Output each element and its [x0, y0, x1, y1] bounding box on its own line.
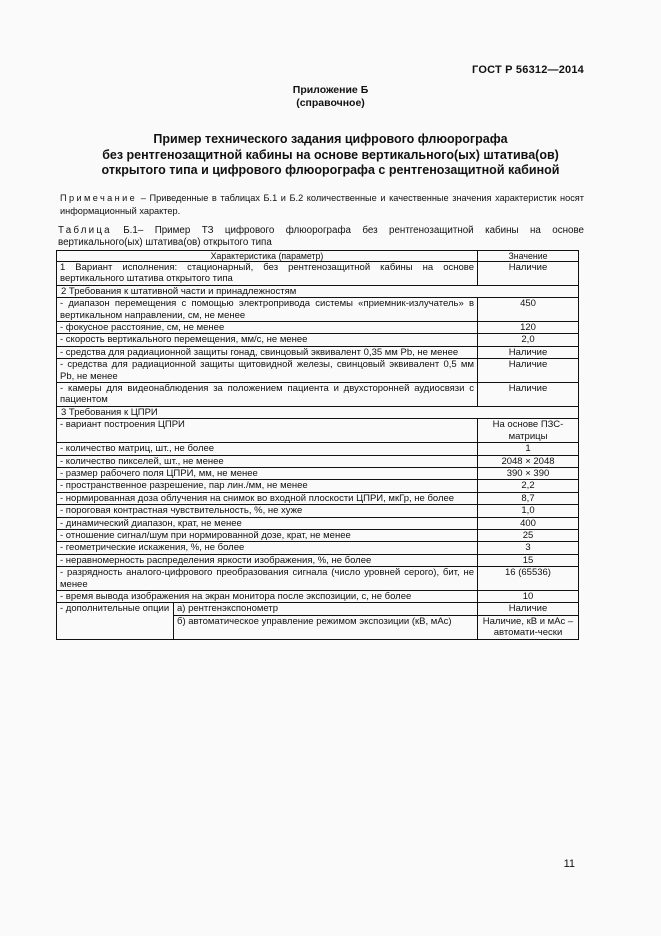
table-body	[57, 262, 579, 640]
table-caption-text: Б.1– Пример ТЗ цифрового флюорографа без рентгенозащитной кабины на основе вертикального(ых) штатива(ов) открытого типа	[58, 225, 584, 248]
table-row	[57, 529, 579, 541]
table-row	[57, 554, 579, 566]
table-section-row	[57, 285, 579, 297]
document-title	[50, 132, 611, 179]
value-cell: 3	[478, 542, 579, 554]
option-value: Наличие	[478, 603, 579, 615]
section-title: 3 Требования к ЦПРИ	[57, 406, 579, 418]
note-label: Примечание	[60, 193, 138, 203]
characteristic-cell: - разрядность аналого-цифрового преобразования сигнала (число уровней серого), бит, не менее	[57, 567, 478, 591]
value-cell: 2,2	[478, 480, 579, 492]
table-row	[57, 334, 579, 346]
table-header-row	[57, 251, 579, 262]
value-cell: 10	[478, 590, 579, 602]
characteristic-cell: - пространственное разрешение, пар лин./мм, не менее	[57, 480, 478, 492]
characteristic-cell: - скорость вертикального перемещения, мм/с, не менее	[57, 334, 478, 346]
appendix-title: Приложение Б	[292, 84, 369, 96]
value-cell: 2048 × 2048	[478, 455, 579, 467]
characteristic-cell: - неравномерность распределения яркости изображения, %, не более	[57, 554, 478, 566]
table-row	[57, 322, 579, 334]
appendix-subtitle: (справочное)	[296, 97, 365, 109]
table-caption	[58, 225, 584, 249]
document-standard-id: ГОСТ Р 56312—2014	[472, 64, 584, 76]
section-title: 2 Требования к штативной части и принадлежностям	[57, 285, 579, 297]
value-cell: 2,0	[478, 334, 579, 346]
table-row	[57, 590, 579, 602]
value-cell: 1,0	[478, 505, 579, 517]
characteristic-cell: - камеры для видеонаблюдения за положением пациента и двухсторонней аудиосвязи с пациентом	[57, 383, 478, 407]
option-desc: а) рентгенэкспонометр	[174, 603, 478, 615]
characteristic-cell: - количество пикселей, шт., не менее	[57, 455, 478, 467]
table-row	[57, 443, 579, 455]
characteristic-cell: - средства для радиационной защиты щитовидной железы, свинцовый эквивалент 0,5 мм Pb, не менее	[57, 359, 478, 383]
appendix-heading	[0, 84, 661, 110]
value-cell: 400	[478, 517, 579, 529]
table-row	[57, 542, 579, 554]
characteristic-cell: - время вывода изображения на экран монитора после экспозиции, с, не более	[57, 590, 478, 602]
table-row	[57, 480, 579, 492]
characteristic-cell: - пороговая контрастная чувствительность, %, не хуже	[57, 505, 478, 517]
table-row	[57, 298, 579, 322]
value-cell: 450	[478, 298, 579, 322]
characteristic-cell: - фокусное расстояние, см, не менее	[57, 322, 478, 334]
note-paragraph	[60, 192, 584, 217]
characteristic-cell: - количество матриц, шт., не более	[57, 443, 478, 455]
table-row	[57, 567, 579, 591]
value-cell: 25	[478, 529, 579, 541]
characteristic-cell: - геометрические искажения, %, не более	[57, 542, 478, 554]
table-row	[57, 346, 579, 358]
table-row-options-a	[57, 603, 579, 615]
value-cell: 120	[478, 322, 579, 334]
characteristic-cell: - нормированная доза облучения на снимок во входной плоскости ЦПРИ, мкГр, не более	[57, 492, 478, 504]
value-cell: Наличие	[478, 359, 579, 383]
table-section-row	[57, 406, 579, 418]
title-line-1: Пример технического задания цифрового флюорографа	[153, 132, 508, 146]
characteristic-cell: - вариант построения ЦПРИ	[57, 419, 478, 443]
value-cell: 1	[478, 443, 579, 455]
table-row	[57, 419, 579, 443]
title-line-2: без рентгенозащитной кабины на основе вертикального(ых) штатива(ов)	[102, 147, 559, 162]
value-cell: Наличие	[478, 262, 579, 286]
table-row	[57, 492, 579, 504]
table-row	[57, 455, 579, 467]
specification-table	[56, 250, 579, 640]
header-value: Значение	[478, 251, 579, 262]
characteristic-cell: 1 Вариант исполнения: стационарный, без рентгенозащитной кабины на основе вертикального штатива открытого типа	[57, 262, 478, 286]
value-cell: 8,7	[478, 492, 579, 504]
page-number: 11	[563, 858, 575, 870]
note-text: – Приведенные в таблицах Б.1 и Б.2 количественные и качественные значения характеристик носят информационный характер.	[60, 193, 584, 216]
table-row	[57, 505, 579, 517]
table-row	[57, 467, 579, 479]
title-line-3: открытого типа и цифрового флюорографа с рентгенозащитной кабиной	[101, 163, 560, 177]
table-row	[57, 359, 579, 383]
value-cell: 15	[478, 554, 579, 566]
option-desc: б) автоматическое управление режимом экспозиции (кВ, мАс)	[174, 615, 478, 639]
table-row	[57, 517, 579, 529]
characteristic-cell: - динамический диапазон, крат, не менее	[57, 517, 478, 529]
characteristic-cell: - размер рабочего поля ЦПРИ, мм, не менее	[57, 467, 478, 479]
value-cell: На основе ПЗС-матрицы	[478, 419, 579, 443]
characteristic-cell: - средства для радиационной защиты гонад, свинцовый эквивалент 0,35 мм Pb, не менее	[57, 346, 478, 358]
characteristic-cell: - отношение сигнал/шум при нормированной дозе, крат, не менее	[57, 529, 478, 541]
characteristic-cell: - диапазон перемещения с помощью электропривода системы «приемник-излучатель» в вертикальном направлении, см, не менее	[57, 298, 478, 322]
value-cell: Наличие	[478, 383, 579, 407]
option-value: Наличие, кВ и мАс – автомати-чески	[478, 615, 579, 639]
table-row	[57, 383, 579, 407]
value-cell: Наличие	[478, 346, 579, 358]
options-label: - дополнительные опции	[57, 603, 174, 639]
value-cell: 390 × 390	[478, 467, 579, 479]
table-row	[57, 262, 579, 286]
value-cell: 16 (65536)	[478, 567, 579, 591]
header-characteristic: Характеристика (параметр)	[57, 251, 478, 262]
table-caption-label: Таблица	[58, 225, 112, 236]
